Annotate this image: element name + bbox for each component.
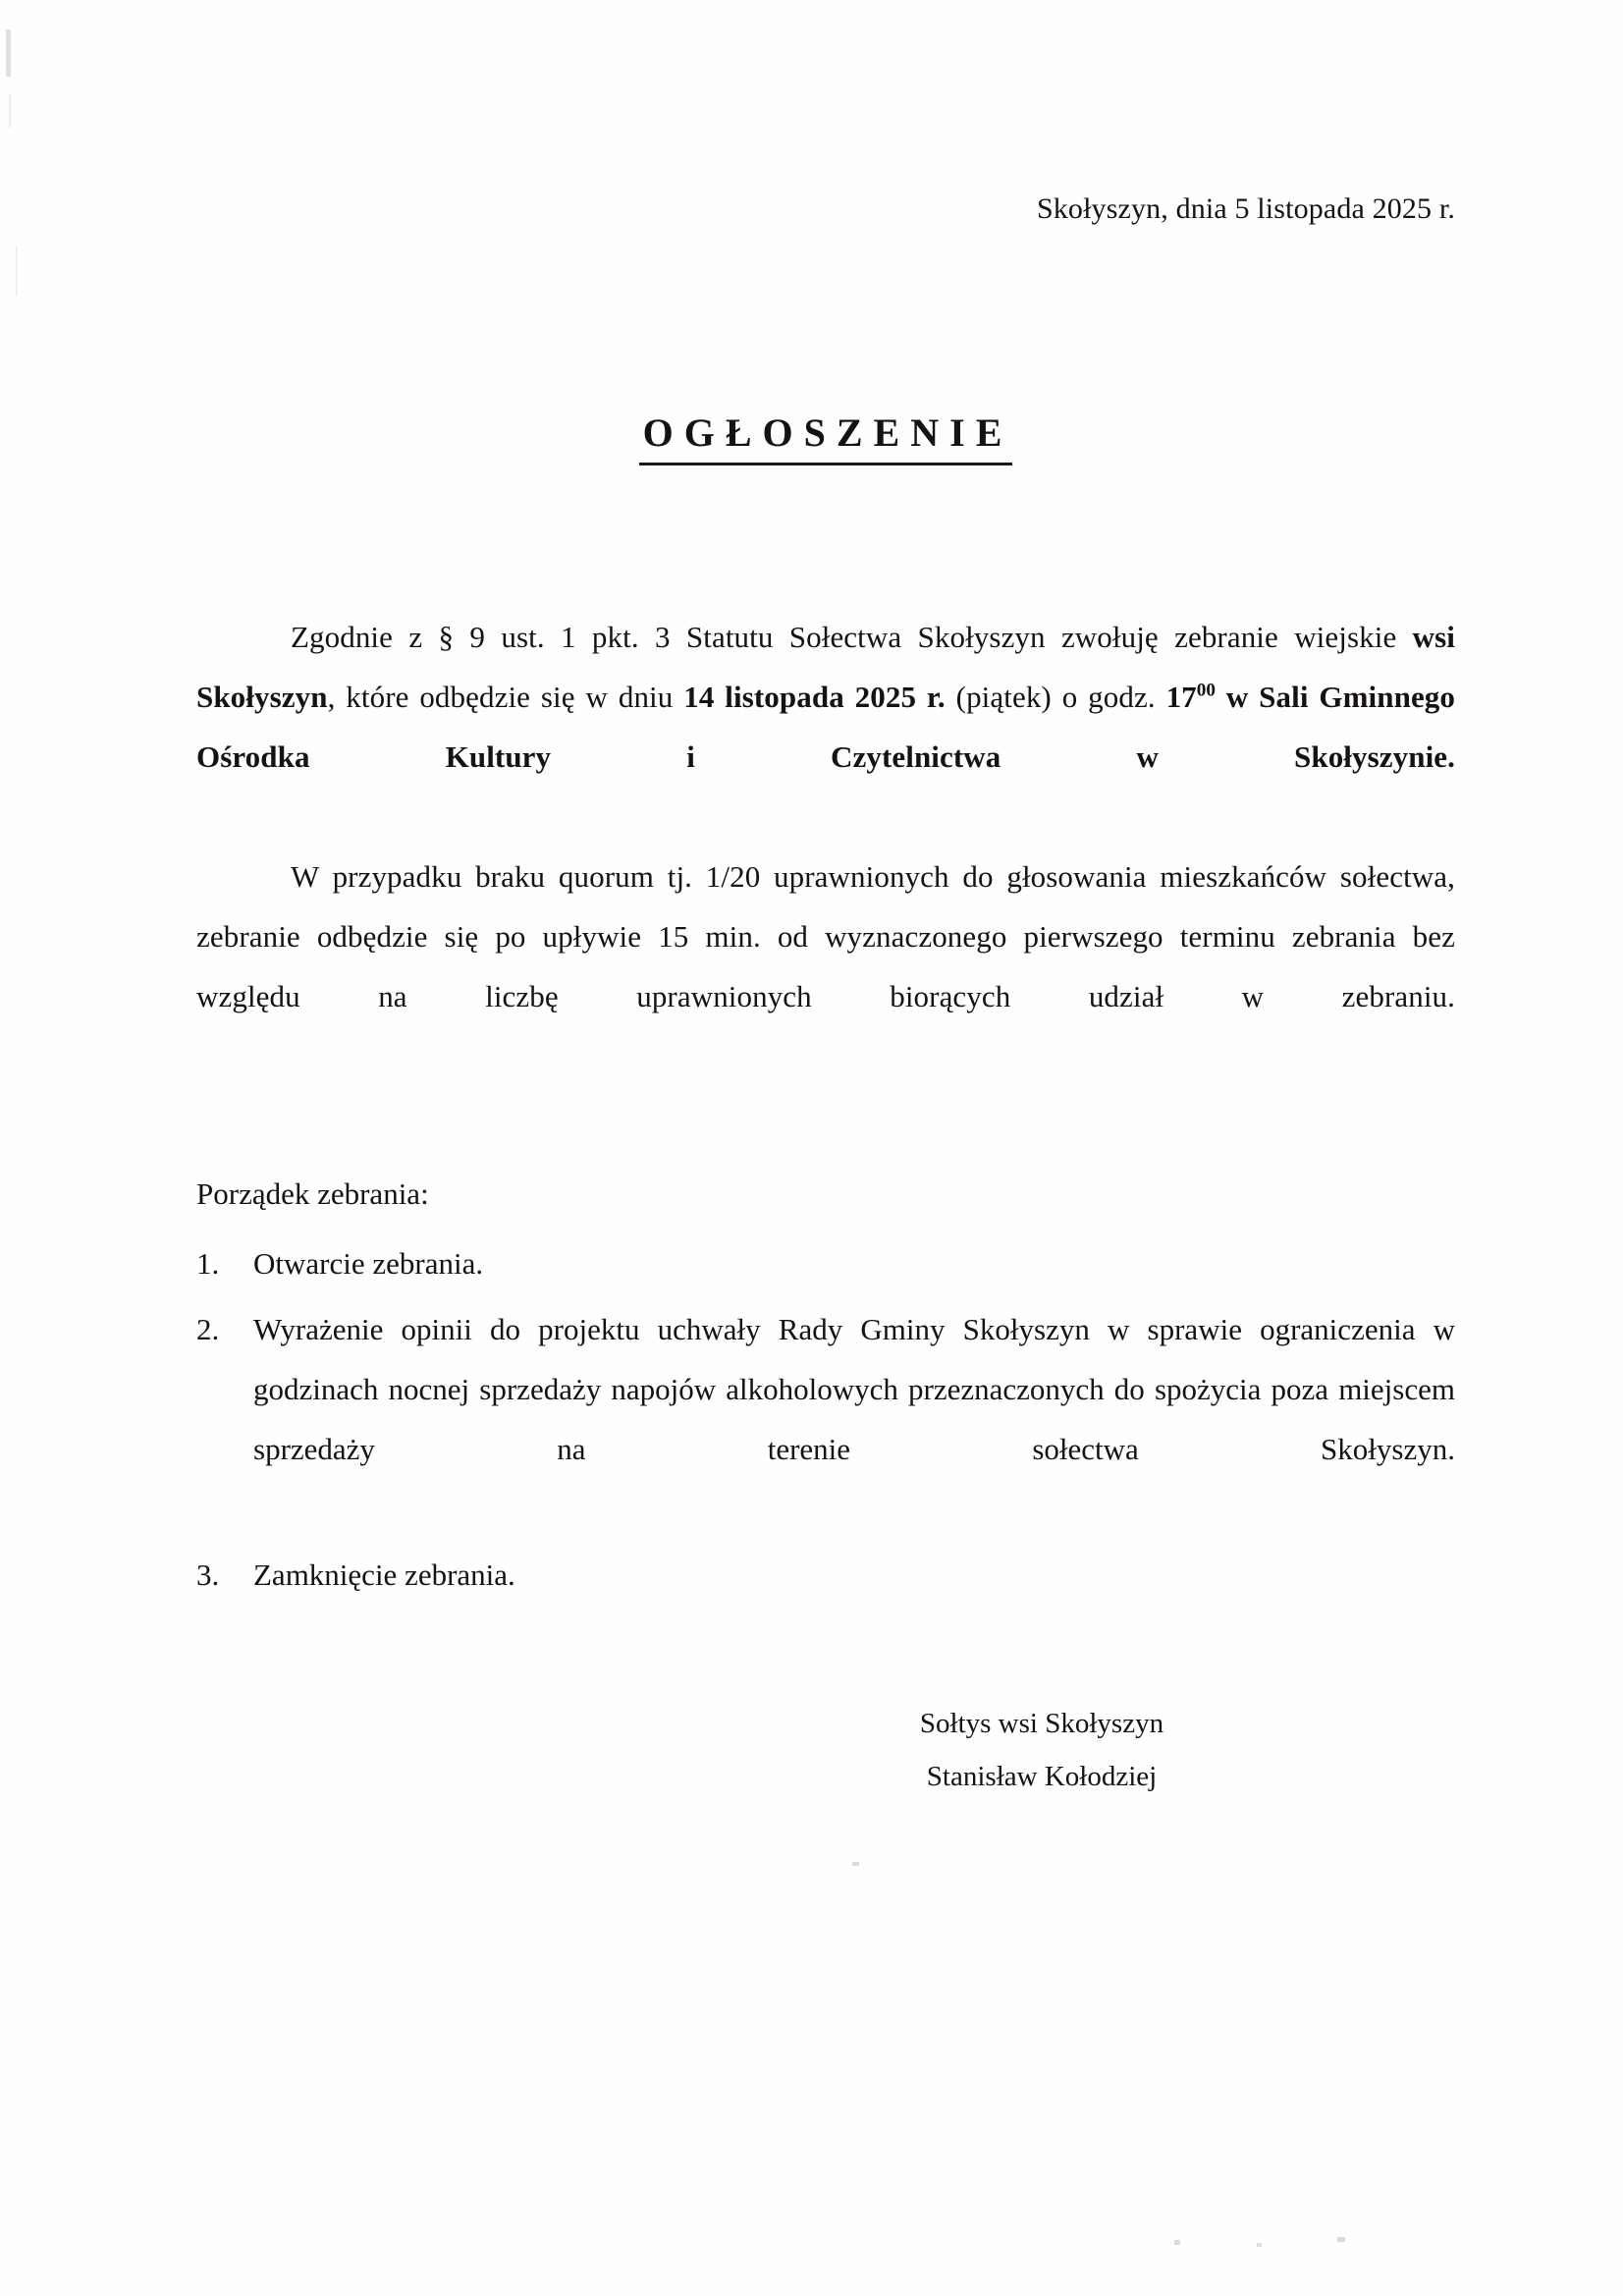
page-title-wrapper [196,412,1455,465]
list-item [196,1299,1455,1539]
agenda-heading: Porządek zebrania: [196,1176,429,1211]
paragraph-announcement-seg-3: , które odbędzie się w dniu [327,680,684,714]
signature-name: Stanisław Kołodziej [926,1761,1158,1792]
list-item-number: 3. [196,1558,220,1592]
document-content [196,0,1455,2296]
paragraph-announcement-seg-1: Zgodnie z § 9 ust. 1 pkt. 3 Statutu Sołectwa Skołyszyn zwołuję zebranie wiejskie [291,620,1413,654]
body-text [196,607,1455,1086]
agenda-list [196,1233,1455,1611]
scan-artifact [16,246,18,297]
dateline: Skołyszyn, dnia 5 listopada 2025 r. [1036,192,1455,225]
paragraph-announcement-hour-minutes-superscript: 00 [1196,680,1216,701]
paragraph-quorum: W przypadku braku quorum tj. 1/20 uprawnionych do głosowania mieszkańców sołectwa, zebranie odbędzie się po upływie 15 min. od wyznaczonego pierwszego terminu zebrania bez względu na liczbę uprawnionych biorących udział w zebraniu. [196,859,1455,1013]
paragraph-announcement-hour-bold: 17 [1165,680,1197,714]
signature-role: Sołtys wsi Skołyszyn [919,1708,1164,1739]
list-item [196,1233,1455,1293]
list-item-label: Otwarcie zebrania. [253,1246,484,1281]
list-item-number: 1. [196,1246,220,1281]
list-item [196,1545,1455,1605]
list-item-label: Zamknięcie zebrania. [253,1558,515,1592]
paragraph-announcement-village-bold: wsi Skołyszyn [196,620,1455,714]
list-item-number: 2. [196,1312,220,1346]
scan-artifact [6,29,11,77]
scan-artifact [9,94,11,128]
paragraph-announcement-seg-5: (piątek) o godz. [945,680,1166,714]
list-item-label: Wyrażenie opinii do projektu uchwały Rady Gminy Skołyszyn w sprawie ograniczenia w godzinach nocnej sprzedaży napojów alkoholowych przeznaczonych do spożycia poza miejscem sprzedaży na terenie sołectwa Skołyszyn. [253,1312,1455,1466]
page-title: OGŁOSZENIE [639,412,1013,465]
paragraph-announcement-venue-bold: w Sali Gminnego Ośrodka Kultury i Czytelnictwa w Skołyszynie. [196,680,1456,774]
paragraph-announcement [196,607,1455,847]
paragraph-announcement-date-bold: 14 listopada 2025 r. [683,680,946,714]
signature-block [196,1697,1455,1803]
